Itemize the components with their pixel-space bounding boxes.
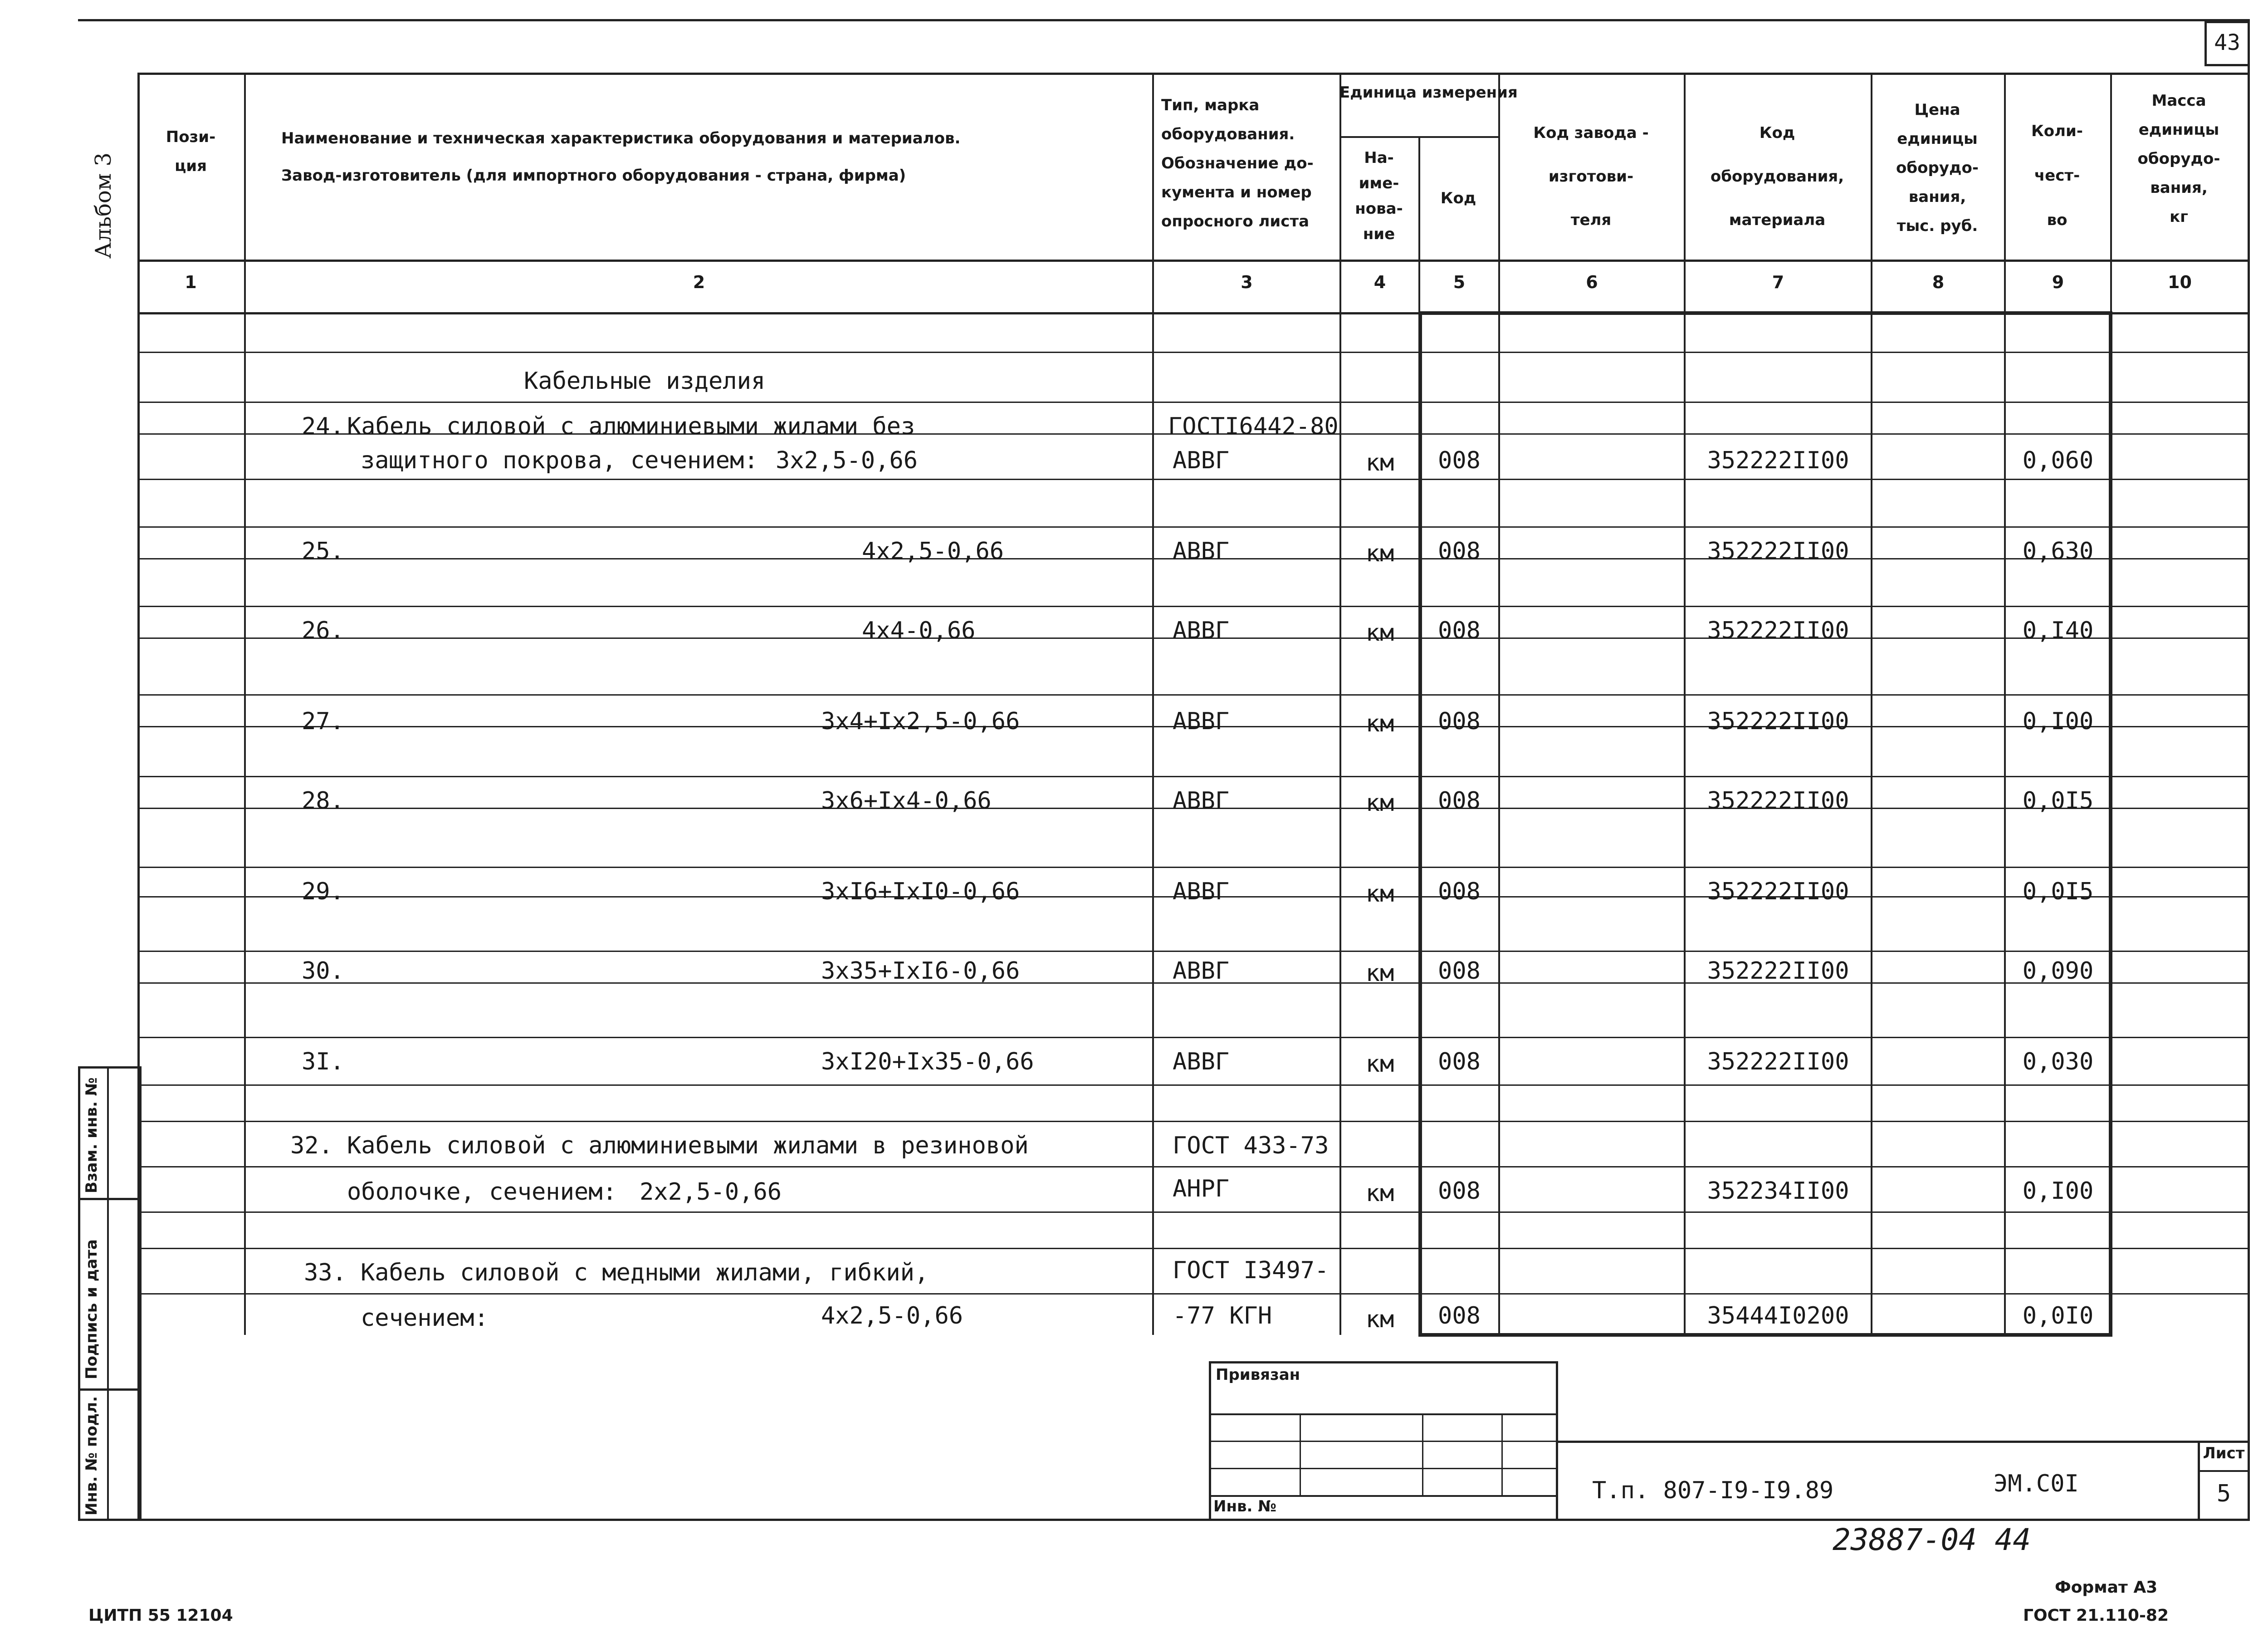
- row-doc: АВВГ: [1173, 957, 1230, 985]
- row-qty: 0,0I5: [2022, 878, 2094, 905]
- row-unit-code: 008: [1438, 878, 1481, 905]
- row-section: 3х6+Iх4-0,66: [821, 787, 992, 814]
- body-row-line: [137, 951, 2250, 952]
- row-pos: 26.: [302, 617, 344, 644]
- row-material-code: 352222II00: [1707, 617, 1849, 644]
- side-stamp-split-1: [78, 1198, 142, 1200]
- col-line-2: [1152, 73, 1154, 1335]
- row-unit-code: 008: [1438, 617, 1481, 644]
- row-doc: АВВГ: [1173, 1048, 1230, 1075]
- row-pos: 30.: [302, 957, 344, 985]
- footer-format: Формат А3: [2055, 1578, 2158, 1597]
- header-col-6: Код завода - изготови- теля: [1533, 124, 1649, 229]
- row-qty: 0,I00: [2022, 708, 2094, 735]
- colnum-4: 4: [1374, 272, 1386, 292]
- header-col-5: Код: [1440, 189, 1476, 207]
- row-qty: 0,I40: [2022, 617, 2094, 644]
- row-section: 3х4+Iх2,5-0,66: [821, 708, 1020, 735]
- row-24b-doc: АВВГ: [1173, 447, 1230, 474]
- side-stamp-1: Взам. инв. №: [83, 1077, 101, 1193]
- row-unit: км: [1365, 1050, 1394, 1078]
- colnum-6: 6: [1586, 272, 1598, 292]
- row-doc: АВВГ: [1173, 878, 1230, 905]
- body-row-line: [137, 526, 2250, 528]
- row-qty: 0,630: [2022, 538, 2094, 565]
- header-col-7: Код оборудования, материала: [1710, 124, 1844, 229]
- side-stamp-split-2: [78, 1388, 142, 1391]
- handwritten-number: 23887-04 44: [1833, 1522, 2031, 1557]
- row-32b-unit: км: [1365, 1180, 1394, 1207]
- row-section: 4х2,5-0,66: [862, 538, 1004, 565]
- bound-vline-3: [1501, 1413, 1503, 1495]
- row-pos: 29.: [302, 878, 344, 905]
- header-col-4: На- име- нова- ние: [1355, 149, 1403, 243]
- row-unit: км: [1365, 540, 1394, 567]
- row-material-code: 352222II00: [1707, 538, 1849, 565]
- row-material-code: 352222II00: [1707, 957, 1849, 985]
- row-unit-code: 008: [1438, 538, 1481, 565]
- header-col-9: Коли- чест- во: [2031, 122, 2083, 229]
- row-24b-name: защитного покрова, сечением:: [361, 447, 758, 474]
- header-bottom-line: [137, 260, 2250, 262]
- bound-vline-2: [1422, 1413, 1423, 1495]
- row-32b-material-code: 352234II00: [1707, 1177, 1849, 1205]
- row-pos: 28.: [302, 787, 344, 814]
- footer-left: ЦИТП 55 12104: [88, 1606, 233, 1625]
- row-33b-material-code: 35444I0200: [1707, 1302, 1849, 1329]
- row-33-name: Кабель силовой с медными жилами, гибкий,: [361, 1259, 929, 1286]
- body-row-line: [137, 402, 2250, 403]
- colnum-7: 7: [1772, 272, 1784, 292]
- row-section: 3хI6+IхI0-0,66: [821, 878, 1020, 905]
- colnum-2: 2: [693, 272, 705, 292]
- album-label: Альбом 3: [91, 152, 116, 259]
- body-row-line: [137, 479, 2250, 480]
- section-title: Кабельные изделия: [524, 368, 766, 395]
- row-doc: АВВГ: [1173, 617, 1230, 644]
- bound-line-4: [1209, 1495, 1558, 1497]
- row-24-pos: 24.: [302, 413, 344, 440]
- header-col-10: Масса единицы оборудо- вания, кг: [2137, 92, 2220, 226]
- body-row-line: [137, 1084, 2250, 1086]
- sheet-number-split: [2198, 1470, 2250, 1472]
- unit-group-split: [1339, 136, 1500, 138]
- sheet-label: Лист: [2203, 1444, 2245, 1462]
- row-material-code: 352222II00: [1707, 787, 1849, 814]
- sheet-number: 5: [2216, 1480, 2231, 1507]
- row-24b-qty: 0,060: [2022, 447, 2094, 474]
- body-row-line: [137, 1166, 2250, 1167]
- bound-vline-1: [1300, 1413, 1301, 1495]
- header-col-3: Тип, марка оборудования. Обозначение до- кумента и номер опросного листа: [1161, 96, 1314, 230]
- row-unit: км: [1365, 960, 1394, 987]
- header-col-2: Наименование и техническая характеристика оборудования и материалов. Завод-изготовитель (для импортного оборудования - страна, фирма): [281, 129, 961, 185]
- row-32b-name: оболочке, сечением:: [347, 1178, 617, 1206]
- bound-line-2: [1209, 1441, 1558, 1442]
- row-33b-qty: 0,0I0: [2022, 1302, 2094, 1329]
- row-33b-section: 4х2,5-0,66: [821, 1302, 963, 1329]
- inv-label: Инв. №: [1213, 1497, 1277, 1515]
- side-stamp-3: Инв. № подл.: [83, 1396, 101, 1515]
- row-unit-code: 008: [1438, 957, 1481, 985]
- row-qty: 0,0I5: [2022, 787, 2094, 814]
- row-32-name: Кабель силовой с алюминиевыми жилами в резиновой: [347, 1132, 1029, 1159]
- body-row-line: [137, 606, 2250, 607]
- body-row-line: [137, 1037, 2250, 1038]
- row-32b-section: 2х2,5-0,66: [640, 1178, 782, 1206]
- row-32-pos: 32.: [290, 1132, 333, 1159]
- row-pos: 25.: [302, 538, 344, 565]
- body-row-line: [137, 776, 2250, 777]
- row-material-code: 352222II00: [1707, 708, 1849, 735]
- row-pos: 27.: [302, 708, 344, 735]
- bound-line-3: [1209, 1468, 1558, 1469]
- bound-line-1: [1209, 1413, 1558, 1415]
- body-row-line: [137, 694, 2250, 696]
- side-stamp-inner: [107, 1066, 109, 1521]
- row-unit-code: 008: [1438, 787, 1481, 814]
- row-24b-unit: км: [1365, 449, 1394, 476]
- row-33-doc: ГОСТ I3497-: [1173, 1257, 1329, 1284]
- row-33-pos: 33.: [304, 1259, 347, 1286]
- row-unit: км: [1365, 880, 1394, 907]
- outer-frame-top: [78, 19, 2250, 21]
- body-row-line: [137, 1248, 2250, 1249]
- doc-code: Т.п. 807-I9-I9.89: [1592, 1477, 1834, 1504]
- row-unit: км: [1365, 710, 1394, 737]
- row-qty: 0,090: [2022, 957, 2094, 985]
- colnum-9: 9: [2052, 272, 2064, 292]
- header-col-8: Цена единицы оборудо- вания, тыс. руб.: [1896, 101, 1979, 235]
- body-row-line: [137, 867, 2250, 868]
- row-doc: АВВГ: [1173, 787, 1230, 814]
- colnum-5: 5: [1453, 272, 1466, 292]
- row-unit: км: [1365, 790, 1394, 817]
- row-24-doc: ГОСТI6442-80: [1168, 413, 1339, 440]
- row-section: 3хI20+Iх35-0,66: [821, 1048, 1034, 1075]
- row-material-code: 352222II00: [1707, 878, 1849, 905]
- row-section: 4х4-0,66: [862, 617, 976, 644]
- row-section: 3х35+IхI6-0,66: [821, 957, 1020, 985]
- row-24-name: Кабель силовой с алюминиевыми жилами без: [347, 413, 915, 440]
- sheet-code: ЭМ.С0I: [1994, 1470, 2079, 1497]
- bound-label: Привязан: [1216, 1366, 1300, 1384]
- colnum-1: 1: [185, 272, 197, 292]
- row-32-doc: ГОСТ 433-73: [1173, 1132, 1329, 1159]
- row-32b-unit-code: 008: [1438, 1177, 1481, 1205]
- row-33b-doc: -77 КГН: [1173, 1302, 1272, 1329]
- colnum-10: 10: [2168, 272, 2192, 292]
- row-24b-section: 3х2,5-0,66: [776, 447, 918, 474]
- row-32b-qty: 0,I00: [2022, 1177, 2094, 1205]
- header-unit-group: Единица измерения: [1339, 83, 1518, 102]
- colnum-8: 8: [1932, 272, 1945, 292]
- row-32b-doc: АНРГ: [1173, 1175, 1230, 1202]
- row-33b-unit: км: [1365, 1306, 1394, 1333]
- col-line-3: [1339, 73, 1341, 1335]
- row-doc: АВВГ: [1173, 538, 1230, 565]
- row-24b-material-code: 352222II00: [1707, 447, 1849, 474]
- row-material-code: 352222II00: [1707, 1048, 1849, 1075]
- colnum-3: 3: [1241, 272, 1253, 292]
- row-33b-name: сечением:: [361, 1304, 489, 1332]
- row-qty: 0,030: [2022, 1048, 2094, 1075]
- page-number: 43: [2214, 30, 2240, 55]
- row-unit-code: 008: [1438, 1048, 1481, 1075]
- row-unit-code: 008: [1438, 708, 1481, 735]
- body-row-line: [137, 1211, 2250, 1213]
- row-pos: 3I.: [302, 1048, 344, 1075]
- body-row-line: [137, 352, 2250, 353]
- row-unit: км: [1365, 619, 1394, 647]
- col-line-1: [244, 73, 246, 1335]
- row-24b-unit-code: 008: [1438, 447, 1481, 474]
- body-row-line: [137, 1293, 2250, 1295]
- header-col-1: Пози- ция: [166, 128, 216, 175]
- title-block-top: [1558, 1441, 2250, 1443]
- side-stamp-2: Подпись и дата: [83, 1239, 101, 1379]
- row-doc: АВВГ: [1173, 708, 1230, 735]
- body-row-line: [137, 1121, 2250, 1122]
- footer-standard: ГОСТ 21.110-82: [2023, 1606, 2169, 1625]
- row-33b-unit-code: 008: [1438, 1302, 1481, 1329]
